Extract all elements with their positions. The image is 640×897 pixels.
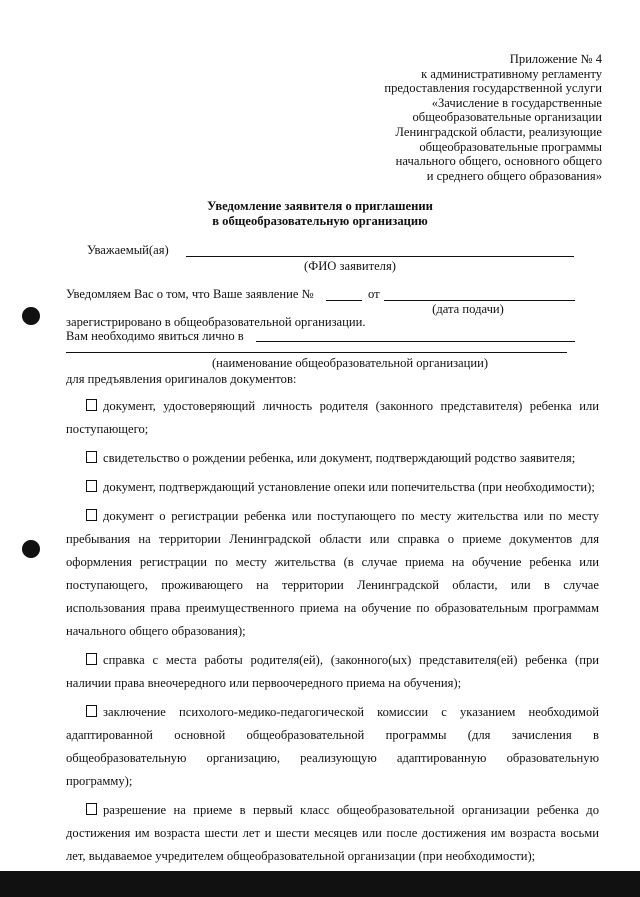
originals-text: для предъявления оригиналов документов:: [66, 372, 297, 386]
notify-ot-label: от: [368, 287, 380, 301]
organization-caption: (наименование общеобразовательной организации): [211, 356, 489, 370]
notify-text: Уведомляем Вас о том, что Ваше заявление №: [66, 287, 314, 301]
checklist-item-text: справка с места работы родителя(ей), (законного(ых) представителя(ей) ребенка (при наличии права внеочередного или первоочередного приема на обучения);: [66, 653, 599, 690]
checklist-item: [66, 505, 599, 643]
checkbox[interactable]: [86, 480, 97, 492]
checklist-item: [66, 799, 599, 868]
organization-blank-line[interactable]: [256, 341, 575, 342]
checklist-item-text: документ о регистрации ребенка или поступающего по месту жительства или по месту пребывания на территории Ленинградской области или справка о приеме документов для оформления регистрации по месту жительства (в случае приема на обучение ребенка или поступающего, проживающего на территории Ленинградской области, или в случае использования права преимущественного приема на обучение по образовательным программам начального общего образования);: [66, 509, 599, 638]
application-number-blank[interactable]: [326, 300, 362, 301]
appear-text: Вам необходимо явиться лично в: [66, 329, 244, 343]
appendix-line: Ленинградской области, реализующие: [395, 124, 602, 139]
checkbox[interactable]: [86, 803, 97, 815]
documents-checklist: [66, 395, 599, 874]
organization-blank-line-2[interactable]: [66, 352, 567, 353]
appendix-header: [302, 52, 602, 183]
appendix-line: общеобразовательные программы: [419, 139, 602, 154]
checklist-item-text: документ, удостоверяющий личность родителя (законного представителя) ребенка или поступающего;: [66, 399, 599, 436]
checklist-item: [66, 447, 599, 470]
greeting-label: Уважаемый(ая): [87, 243, 169, 257]
checklist-item-text: свидетельство о рождении ребенка, или документ, подтверждающий родство заявителя;: [103, 451, 576, 465]
checkbox[interactable]: [86, 451, 97, 463]
title-line: в общеобразовательную организацию: [212, 213, 428, 228]
appendix-line: общеобразовательные организации: [412, 110, 602, 125]
appendix-line: и среднего общего образования»: [426, 168, 602, 183]
checkbox[interactable]: [86, 399, 97, 411]
checkbox[interactable]: [86, 509, 97, 521]
checkbox[interactable]: [86, 653, 97, 665]
checkbox[interactable]: [86, 705, 97, 717]
checklist-item-text: заключение психолого-медико-педагогической комиссии с указанием необходимой адаптированной основной общеобразовательной программы (для зачисления в общеобразовательную организацию, реализующую адаптированную образовательную программу);: [66, 705, 599, 788]
fio-blank-line[interactable]: [186, 256, 574, 257]
scan-bottom-edge: [0, 871, 640, 897]
registered-text: зарегистрировано в общеобразовательной организации.: [66, 315, 366, 329]
appendix-line: «Зачисление в государственные: [431, 95, 602, 110]
fio-caption: (ФИО заявителя): [304, 259, 396, 273]
appendix-line: предоставления государственной услуги: [384, 81, 602, 96]
date-caption: (дата подачи): [432, 302, 504, 316]
punch-hole-mark: [22, 540, 40, 558]
checklist-item: [66, 701, 599, 793]
title-line: Уведомление заявителя о приглашении: [207, 199, 433, 213]
appendix-line: начального общего, основного общего: [395, 154, 602, 169]
checklist-item: [66, 649, 599, 695]
punch-hole-mark: [22, 307, 40, 325]
checklist-item: [66, 476, 599, 499]
document-title: [0, 199, 640, 228]
checklist-item: [66, 395, 599, 441]
appendix-line: к административному регламенту: [421, 66, 602, 81]
submission-date-blank[interactable]: [384, 300, 575, 301]
checklist-item-text: документ, подтверждающий установление опеки или попечительства (при необходимости);: [103, 480, 595, 494]
appendix-line: Приложение № 4: [509, 52, 602, 66]
checklist-item-text: разрешение на приеме в первый класс общеобразовательной организации ребенка до достижения им возраста шести лет и шести месяцев или после достижения им возраста восьми лет, выдаваемое учредителем общеобразовательной организации (при необходимости);: [66, 803, 599, 863]
